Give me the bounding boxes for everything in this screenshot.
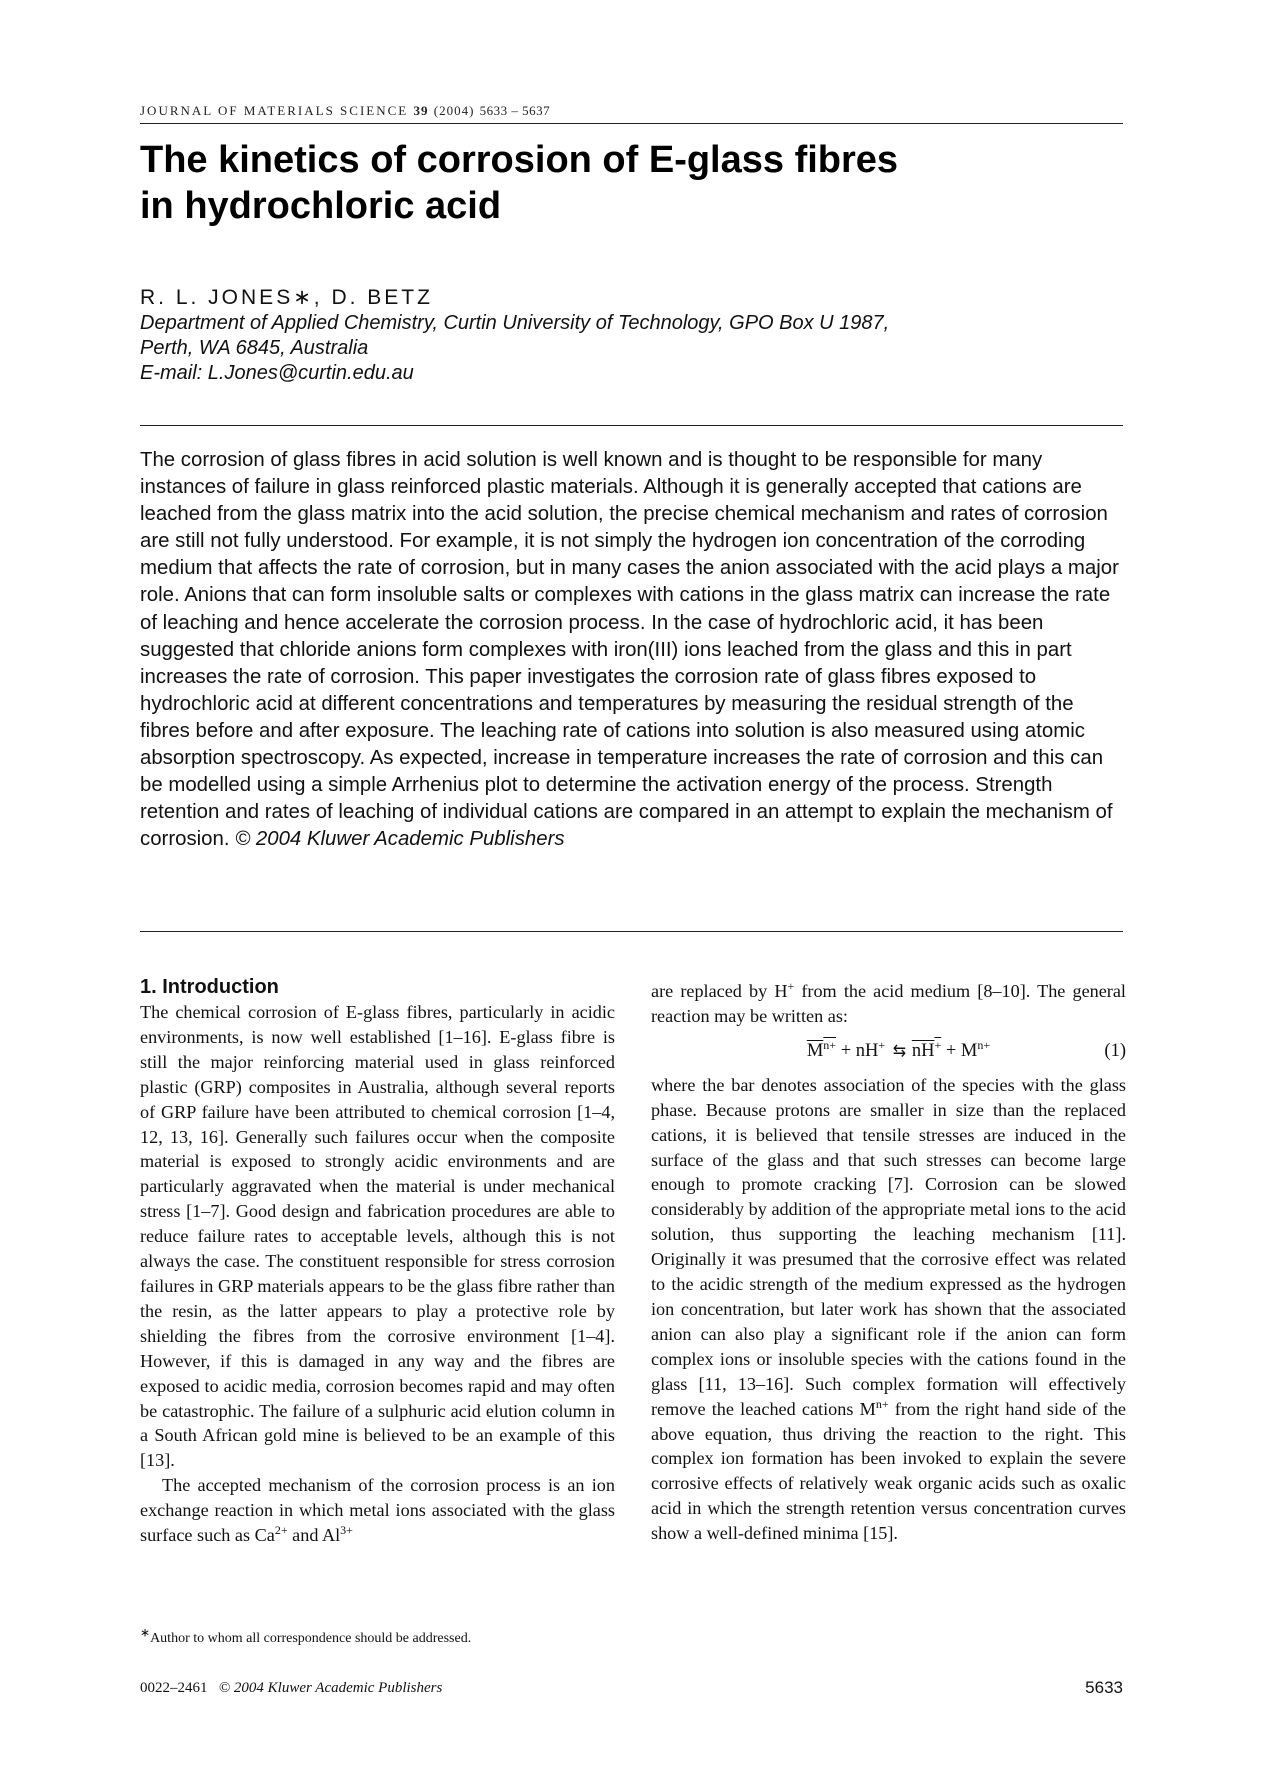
equation-1 bbox=[651, 1037, 1126, 1067]
affiliation-line-2: Perth, WA 6845, Australia bbox=[140, 337, 369, 359]
eq-nh-bar bbox=[911, 1037, 942, 1061]
title-line-1: The kinetics of corrosion of E-glass fibres bbox=[140, 139, 899, 181]
eq-h-charge-1: + bbox=[878, 1037, 886, 1052]
footer-copyright: © 2004 Kluwer Academic Publishers bbox=[218, 1680, 443, 1696]
right-para1-start: are replaced by H bbox=[651, 981, 788, 1001]
eq-m-charge-2: n+ bbox=[977, 1037, 991, 1052]
affiliation-email: E-mail: L.Jones@curtin.edu.au bbox=[140, 362, 414, 384]
al-charge: 3+ bbox=[340, 1522, 353, 1537]
affiliation-line-1: Department of Applied Chemistry, Curtin University of Technology, GPO Box U 1987, bbox=[140, 312, 890, 334]
left-column bbox=[140, 975, 615, 1548]
right-paragraph-1 bbox=[651, 979, 1126, 1029]
eq-plus-nh: + nH bbox=[836, 1040, 879, 1061]
page-number: 5633 bbox=[1085, 1678, 1123, 1697]
eq-plus-m: + M bbox=[941, 1040, 978, 1061]
abstract-divider-bottom bbox=[140, 931, 1123, 932]
eq-m-charge: n+ bbox=[823, 1037, 837, 1052]
right-para1-end: from the acid medium [8–10]. The general reaction may be written as: bbox=[651, 981, 1126, 1026]
h-charge: + bbox=[787, 978, 795, 993]
intro-paragraph-2 bbox=[140, 1473, 615, 1548]
footer-issn: 0022–2461 bbox=[140, 1680, 208, 1696]
title-line-2: in hydrochloric acid bbox=[140, 185, 502, 227]
para2-text: The accepted mechanism of the corrosion process is an ion exchange reaction in which metal ions associated with the glass surface such as Ca bbox=[140, 1475, 615, 1546]
mn-charge: n+ bbox=[875, 1396, 889, 1411]
equation-number: (1) bbox=[1104, 1041, 1126, 1062]
section-heading: 1. Introduction bbox=[140, 976, 279, 998]
eq-nh: nH bbox=[911, 1040, 935, 1061]
equation-body bbox=[651, 1039, 1086, 1065]
eq-m-bar bbox=[806, 1037, 837, 1061]
ca-charge: 2+ bbox=[274, 1522, 288, 1537]
journal-pages: 5633 – 5637 bbox=[479, 103, 551, 118]
journal-name: JOURNAL OF MATERIALS SCIENCE bbox=[140, 103, 409, 118]
journal-volume: 39 bbox=[413, 103, 429, 118]
footnote-mark: ∗ bbox=[140, 1625, 151, 1640]
journal-year: (2004) bbox=[433, 103, 475, 118]
eq-m: M bbox=[806, 1040, 824, 1061]
right-paragraph-2 bbox=[651, 1073, 1126, 1546]
para2-and: and Al bbox=[287, 1525, 341, 1546]
abstract-divider-top bbox=[140, 425, 1123, 426]
authors: R. L. JONES∗, D. BETZ bbox=[140, 286, 433, 309]
intro-paragraph-1: The chemical corrosion of E-glass fibres, particularly in acidic environments, is now well established [1–16]. E-glass fibre is still the major reinforcing material used in glass reinforced plastic (GRP) composites in Australia, although several reports of GRP failure have been attributed to chemical corrosion [1–4, 12, 13, 16]. Generally such failures occur when the composite material is exposed to strongly acidic environments and are particularly aggravated when the material is under mechanical stress [1–7]. Good design and fabrication procedures are able to reduce failure rates to acceptable levels, although this is not always the case. The constituent responsible for stress corrosion failures in GRP materials appears to be the glass fibre rather than the resin, as the latter appears to play a protective role by shielding the fibres from the corrosive environment [1–4]. However, if this is damaged in any way and the fibres are exposed to acidic media, corrosion becomes rapid and may often be catastrophic. The failure of a sulphuric acid elution column in a South African gold mine is believed to be an example of this [13]. bbox=[140, 1002, 615, 1471]
footnote bbox=[140, 1625, 472, 1647]
eq-h-charge-2: + bbox=[934, 1037, 942, 1052]
footer-issn-copyright bbox=[140, 1680, 442, 1697]
right-para2-start: where the bar denotes association of the species with the glass phase. Because protons are smaller in size than the replaced cations, it is believed that tensile stresses are induced in the surface of the glass and that such stresses can become large enough to promote cracking [7]. Corrosion can be slowed considerably by addition of the appropriate metal ions to the acid solution, thus supporting the leaching mechanism [11]. Originally it was presumed that the corrosive effect was related to the acidic strength of the medium expressed as the hydrogen ion concentration, but later work has shown that the associated anion can also play a significant role if the anion can form complex ions or insoluble species with the cations found in the glass [11, 13–16]. Such complex formation will effectively remove the leached cations M bbox=[651, 1074, 1126, 1419]
footnote-text: Author to whom all correspondence should be addressed. bbox=[150, 1631, 472, 1646]
right-para2-end: from the right hand side of the above equation, thus driving the reaction to the right. This complex ion formation has been invoked to explain the severe corrosive effects of relatively weak organic acids such as oxalic acid in which the strength retention versus concentration curves show a well-defined minima [15]. bbox=[651, 1398, 1126, 1544]
affiliation bbox=[140, 311, 1123, 386]
equilibrium-arrow-icon: ⇆ bbox=[892, 1042, 905, 1060]
abstract-copyright: © 2004 Kluwer Academic Publishers bbox=[235, 828, 565, 851]
right-column bbox=[651, 979, 1126, 1546]
abstract-text: The corrosion of glass fibres in acid solution is well known and is thought to be responsible for many instances of failure in glass reinforced plastic materials. Although it is generally accepted that cations are leached from the glass matrix into the acid solution, the precise chemical mechanism and rates of corrosion are still not fully understood. For example, it is not simply the hydrogen ion concentration of the corroding medium that affects the rate of corrosion, but in many cases the anion associated with the acid plays a major role. Anions that can form insoluble salts or complexes with cations in the glass matrix can increase the rate of leaching and hence accelerate the corrosion process. In the case of hydrochloric acid, it has been suggested that chloride anions form complexes with iron(III) ions leached from the glass and this in part increases the rate of corrosion. This paper investigates the corrosion rate of glass fibres exposed to hydrochloric acid at different concentrations and temperatures by measuring the residual strength of the fibres before and after exposure. The leaching rate of cations into solution is also measured using atomic absorption spectroscopy. As expected, increase in temperature increases the rate of corrosion and this can be modelled using a simple Arrhenius plot to determine the activation energy of the process. Strength retention and rates of leaching of individual cations are compared in an attempt to explain the mechanism of corrosion. bbox=[140, 449, 1119, 851]
journal-header bbox=[140, 103, 1123, 124]
abstract bbox=[140, 447, 1123, 853]
article-title bbox=[140, 137, 1123, 229]
